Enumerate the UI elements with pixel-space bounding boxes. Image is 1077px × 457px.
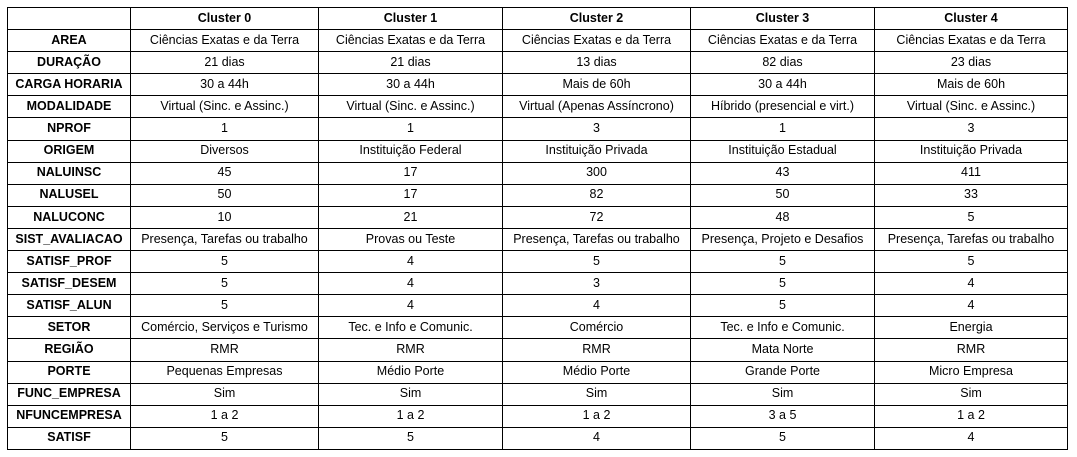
table-cell: 5 (131, 427, 319, 449)
table-cell: 4 (503, 295, 691, 317)
row-header: SETOR (8, 317, 131, 339)
row-header: SATISF (8, 427, 131, 449)
table-row (8, 184, 1068, 206)
table-cell: 3 a 5 (691, 405, 875, 427)
table-cell: 5 (131, 295, 319, 317)
table-row (8, 52, 1068, 74)
table-cell: 5 (875, 251, 1068, 273)
table-cell: RMR (875, 339, 1068, 361)
table-row (8, 427, 1068, 449)
row-header: CARGA HORARIA (8, 74, 131, 96)
table-cell: 4 (875, 427, 1068, 449)
cluster-table (7, 7, 1068, 450)
table-cell: 5 (691, 427, 875, 449)
table-cell: Sim (503, 383, 691, 405)
table-cell: 10 (131, 206, 319, 228)
table-row (8, 228, 1068, 250)
table-cell: 5 (691, 295, 875, 317)
table-cell: 72 (503, 206, 691, 228)
table-cell: Diversos (131, 140, 319, 162)
row-header: DURAÇÃO (8, 52, 131, 74)
table-row (8, 383, 1068, 405)
table-cell: Instituição Privada (503, 140, 691, 162)
table-cell: 5 (319, 427, 503, 449)
table-row (8, 118, 1068, 140)
table-cell: 5 (131, 251, 319, 273)
table-cell: 23 dias (875, 52, 1068, 74)
table-row (8, 96, 1068, 118)
table-row (8, 251, 1068, 273)
table-cell: 1 (131, 118, 319, 140)
table-cell: Mais de 60h (875, 74, 1068, 96)
table-cell: 33 (875, 184, 1068, 206)
cluster-table-container (7, 7, 1068, 450)
table-cell: Micro Empresa (875, 361, 1068, 383)
table-cell: 3 (503, 118, 691, 140)
table-cell: Ciências Exatas e da Terra (319, 30, 503, 52)
table-cell: Instituição Estadual (691, 140, 875, 162)
table-cell: Sim (875, 383, 1068, 405)
table-cell: 50 (691, 184, 875, 206)
table-cell: 48 (691, 206, 875, 228)
table-cell: Virtual (Sinc. e Assinc.) (875, 96, 1068, 118)
table-cell: 1 a 2 (319, 405, 503, 427)
table-row (8, 361, 1068, 383)
table-cell: Pequenas Empresas (131, 361, 319, 383)
table-cell: RMR (131, 339, 319, 361)
table-row (8, 273, 1068, 295)
table-cell: 1 a 2 (875, 405, 1068, 427)
table-cell: Sim (131, 383, 319, 405)
table-cell: 1 (319, 118, 503, 140)
table-body (8, 30, 1068, 450)
row-header: SATISF_DESEM (8, 273, 131, 295)
table-cell: 4 (875, 273, 1068, 295)
table-cell: 3 (875, 118, 1068, 140)
row-header: REGIÃO (8, 339, 131, 361)
table-cell: RMR (503, 339, 691, 361)
table-cell: Ciências Exatas e da Terra (875, 30, 1068, 52)
table-cell: 4 (503, 427, 691, 449)
table-row (8, 140, 1068, 162)
table-cell: Virtual (Apenas Assíncrono) (503, 96, 691, 118)
table-row (8, 206, 1068, 228)
table-cell: 82 (503, 184, 691, 206)
table-cell: 3 (503, 273, 691, 295)
table-cell: 4 (875, 295, 1068, 317)
row-header: NALUINSC (8, 162, 131, 184)
column-header-cluster-3: Cluster 3 (691, 8, 875, 30)
table-cell: 21 dias (131, 52, 319, 74)
table-cell: Híbrido (presencial e virt.) (691, 96, 875, 118)
table-cell: Presença, Tarefas ou trabalho (503, 228, 691, 250)
row-header: PORTE (8, 361, 131, 383)
table-cell: Virtual (Sinc. e Assinc.) (319, 96, 503, 118)
column-header-cluster-2: Cluster 2 (503, 8, 691, 30)
table-cell: 50 (131, 184, 319, 206)
table-cell: Mata Norte (691, 339, 875, 361)
table-cell: 45 (131, 162, 319, 184)
table-cell: Virtual (Sinc. e Assinc.) (131, 96, 319, 118)
table-cell: Presença, Tarefas ou trabalho (875, 228, 1068, 250)
table-row (8, 74, 1068, 96)
table-cell: 13 dias (503, 52, 691, 74)
row-header: AREA (8, 30, 131, 52)
table-cell: Médio Porte (503, 361, 691, 383)
table-cell: Presença, Tarefas ou trabalho (131, 228, 319, 250)
table-row (8, 30, 1068, 52)
table-cell: 4 (319, 251, 503, 273)
table-cell: 5 (875, 206, 1068, 228)
table-row (8, 317, 1068, 339)
row-header: FUNC_EMPRESA (8, 383, 131, 405)
table-cell: 5 (131, 273, 319, 295)
column-header-cluster-0: Cluster 0 (131, 8, 319, 30)
table-cell: Médio Porte (319, 361, 503, 383)
table-cell: Tec. e Info e Comunic. (319, 317, 503, 339)
table-cell: 5 (503, 251, 691, 273)
table-cell: 5 (691, 251, 875, 273)
row-header: SATISF_ALUN (8, 295, 131, 317)
table-cell: 4 (319, 273, 503, 295)
corner-cell (8, 8, 131, 30)
table-cell: Tec. e Info e Comunic. (691, 317, 875, 339)
table-cell: Presença, Projeto e Desafios (691, 228, 875, 250)
table-cell: Ciências Exatas e da Terra (131, 30, 319, 52)
table-cell: 411 (875, 162, 1068, 184)
row-header: MODALIDADE (8, 96, 131, 118)
table-cell: 17 (319, 162, 503, 184)
table-cell: Grande Porte (691, 361, 875, 383)
table-cell: 300 (503, 162, 691, 184)
row-header: NALUCONC (8, 206, 131, 228)
table-row (8, 405, 1068, 427)
row-header: NALUSEL (8, 184, 131, 206)
table-row (8, 295, 1068, 317)
row-header: SATISF_PROF (8, 251, 131, 273)
table-cell: Ciências Exatas e da Terra (503, 30, 691, 52)
table-cell: Ciências Exatas e da Terra (691, 30, 875, 52)
table-row (8, 162, 1068, 184)
row-header: SIST_AVALIACAO (8, 228, 131, 250)
table-cell: 5 (691, 273, 875, 295)
table-cell: 4 (319, 295, 503, 317)
table-cell: 21 dias (319, 52, 503, 74)
table-cell: Mais de 60h (503, 74, 691, 96)
row-header: NPROF (8, 118, 131, 140)
table-cell: 30 a 44h (691, 74, 875, 96)
column-header-cluster-4: Cluster 4 (875, 8, 1068, 30)
table-cell: 1 a 2 (131, 405, 319, 427)
table-cell: 30 a 44h (319, 74, 503, 96)
table-cell: 17 (319, 184, 503, 206)
row-header: NFUNCEMPRESA (8, 405, 131, 427)
table-cell: 1 (691, 118, 875, 140)
column-header-cluster-1: Cluster 1 (319, 8, 503, 30)
table-cell: Sim (319, 383, 503, 405)
table-cell: 82 dias (691, 52, 875, 74)
table-cell: 1 a 2 (503, 405, 691, 427)
table-cell: Sim (691, 383, 875, 405)
table-cell: 30 a 44h (131, 74, 319, 96)
table-cell: RMR (319, 339, 503, 361)
row-header: ORIGEM (8, 140, 131, 162)
header-row (8, 8, 1068, 30)
table-cell: Instituição Privada (875, 140, 1068, 162)
table-cell: 43 (691, 162, 875, 184)
table-cell: Comércio, Serviços e Turismo (131, 317, 319, 339)
table-cell: Comércio (503, 317, 691, 339)
table-cell: Provas ou Teste (319, 228, 503, 250)
table-cell: Instituição Federal (319, 140, 503, 162)
table-row (8, 339, 1068, 361)
table-cell: Energia (875, 317, 1068, 339)
table-cell: 21 (319, 206, 503, 228)
